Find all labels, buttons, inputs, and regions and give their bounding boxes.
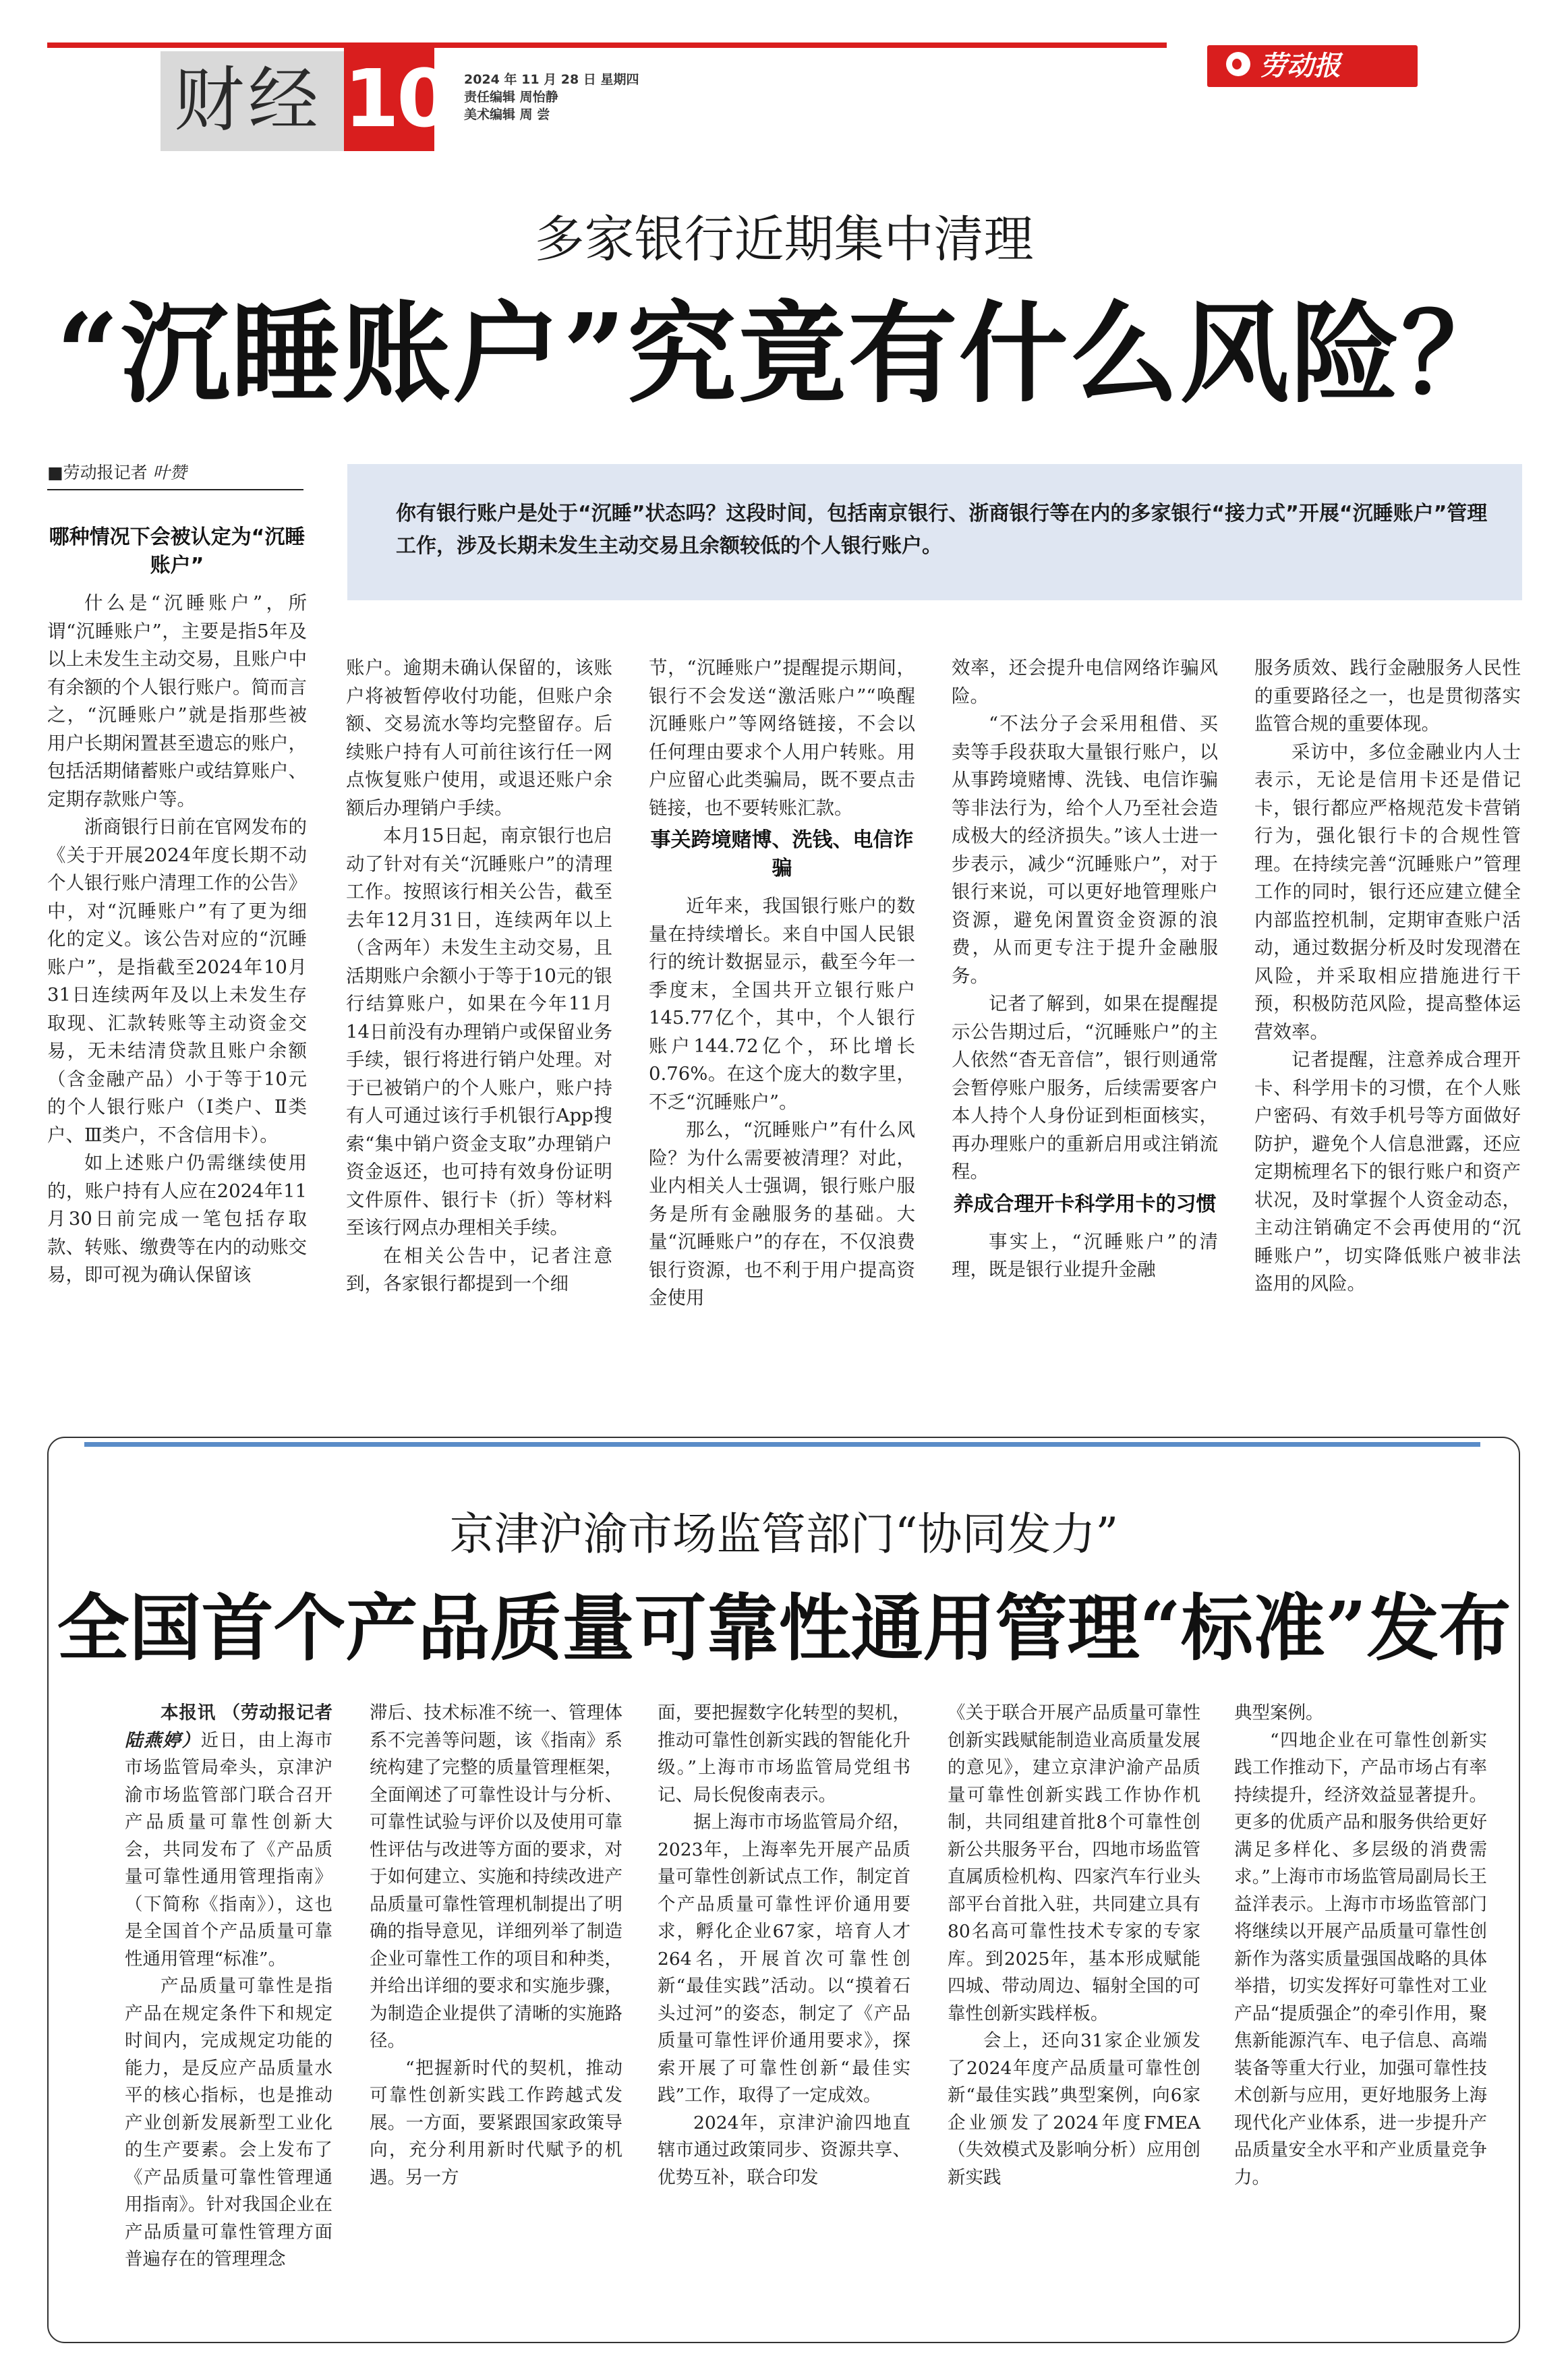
paragraph: 事实上，“沉睡账户”的清理，既是银行业提升金融 [952,1230,1218,1280]
paragraph: 采访中，多位金融业内人士表示，无论是信用卡还是借记卡，银行都应严格规范发卡营销行为，强化银行卡的合规性管理。在持续完善“沉睡账户”管理工作的同时，银行还应建立健全内部监控机制，定期审查账户活动，通过数据分析及时发现潜在风险，并采取相应措施进行干预，积极防范风险，提高整体运营效率。 [1254,741,1521,1043]
paragraph: 节，“沉睡账户”提醒提示期间，银行不会发送“激活账户”“唤醒沉睡账户”等网络链接，不会以任何理由要求个人用户转账。用户应留心此类骗局，既不要点击链接，也不要转账汇款。 [649,657,915,819]
section-name: 财经 [174,59,323,141]
article1-byline [47,461,303,490]
article1-headline: “沉睡账户”究竟有什么风险？ [56,290,1512,418]
issue-date: 2024 年 11 月 28 日 星期四 [464,72,639,87]
article2-top-rule [84,1442,1480,1447]
paragraph: 在相关公告中，记者注意到，各家银行都提到一个细 [346,1244,612,1294]
paragraph: 近年来，我国银行账户的数量在持续增长。来自中国人民银行的统计数据显示，截至今年一季度末，全国共开立银行账户145.77亿个，其中，个人银行账户144.72亿个，环比增长0.76%。在这个庞大的数字里，不乏“沉睡账户”。 [649,895,915,1113]
article2-column-4 [948,1700,1200,2191]
byline-name: 叶赞 [152,463,187,482]
paragraph: 效率，还会提升电信网络诈骗风险。 [952,657,1218,707]
article1-column-4 [952,654,1218,1284]
paragraph: “四地企业在可靠性创新实践工作推动下，产品市场占有率持续提升，经济效益显著提升。更多的优质产品和服务供给更好满足多样化、多层级的消费需求。”上海市市场监管局副局长王益洋表示。上海市市场监管部门将继续以开展产品质量可靠性创新作为落实质量强国战略的具体举措，切实发挥好可靠性对工业产品“提质强企”的牵引作用，聚焦新能源汽车、电子信息、高端装备等重大行业，加强可靠性技术创新与应用，更好地服务上海现代化产业体系，进一步提升产品质量安全水平和产业质量竞争力。 [1234,1729,1487,2188]
paragraph: 滞后、技术标准不统一、管理体系不完善等问题，该《指南》系统构建了完整的质量管理框架，全面阐述了可靠性设计与分析、可靠性试验与评价以及使用可靠性评估与改进等方面的要求，对于如何建立、实施和持续改进产品质量可靠性管理机制提出了明确的指导意见，详细列举了制造企业可靠性工作的项目和种类，并给出详细的要求和实施步骤，为制造企业提供了清晰的实施路径。 [370,1702,622,2051]
article1-column-1 [47,519,307,1290]
subhead-2: 事关跨境赌博、洗钱、电信诈骗 [650,828,914,880]
paragraph: 什么是“沉睡账户”，所谓“沉睡账户”，主要是指5年及以上未发生主动交易，且账户中有余额的个人银行账户。简而言之，“沉睡账户”就是指那些被用户长期闲置甚至遗忘的账户，包括活期储蓄账户或结算账户、定期存款账户等。 [47,592,307,810]
paragraph: 《关于联合开展产品质量可靠性创新实践赋能制造业高质量发展的意见》，建立京津沪渝产品质量可靠性创新实践工作协作机制，共同组建首批8个可靠性创新公共服务平台，四地市场监管直属质检机构、四家汽车行业头部平台首批入驻，共同建立具有80名高可靠性技术专家的专家库。到2025年，基本形成赋能四城、带动周边、辐射全国的可靠性创新实践样板。 [948,1702,1200,2024]
paragraph: 记者了解到，如果在提醒提示公告期过后，“沉睡账户”的主人依然“杳无音信”，银行则通常会暂停账户服务，后续需要客户本人持个人身份证到柜面核实，再办理账户的重新启用或注销流程。 [952,993,1218,1182]
paragraph: 服务质效、践行金融服务人民性的重要路径之一，也是贯彻落实监管合规的重要体现。 [1254,657,1521,735]
paragraph: 面，要把握数字化转型的契机，推动可靠性创新实践的智能化升级。”上海市市场监管局党组书记、局长倪俊南表示。 [658,1702,910,1806]
paragraph: 据上海市市场监管局介绍，2023年，上海率先开展产品质量可靠性创新试点工作，制定首个产品质量可靠性评价通用要求，孵化企业67家，培育人才264名，开展首次可靠性创新“最佳实践”活动。以“摸着石头过河”的姿态，制定了《产品质量可靠性评价通用要求》，探索开展了可靠性创新“最佳实践”工作，取得了一定成效。 [658,1812,910,2106]
paragraph: 那么，“沉睡账户”有什么风险？为什么需要被清理？对此，业内相关人士强调，银行账户服务是所有金融服务的基础。大量“沉睡账户”的存在，不仅浪费银行资源，也不利于用户提高资金使用 [649,1119,915,1309]
subhead-1: 哪种情况下会被认定为“沉睡账户” [49,525,306,577]
byline-label: ■劳动报记者 [47,463,148,482]
paragraph [125,1700,332,1973]
article2-column-1 [125,1700,332,2274]
lead-label: 本报讯 [161,1702,216,1723]
paragraph: 账户。逾期未确认保留的，该账户将被暂停收付功能，但账户余额、交易流水等均完整留存。后续账户持有人可前往该行任一网点恢复账户使用，或退还账户余额后办理销户手续。 [346,657,612,819]
lead-reporter-name: 陆燕婷） [125,1729,201,1751]
paragraph: 如上述账户仍需继续使用的，账户持有人应在2024年11月30日前完成一笔包括存取款、转账、缴费等在内的动账交易，即可视为确认保留该 [47,1152,307,1286]
article2-headline: 全国首个产品质量可靠性通用管理“标准”发布 [57,1586,1511,1671]
article1-column-3 [649,654,915,1313]
paragraph: 浙商银行日前在官网发布的《关于开展2024年度长期不动个人银行账户清理工作的公告》中，对“沉睡账户”有了更为细化的定义。该公告对应的“沉睡账户”，是指截至2024年10月31日连续两年及以上未发生存取现、汇款转账等主动资金交易，无未结清贷款且账户余额（含金融产品）小于等于10元的个人银行账户（Ⅰ类户、Ⅱ类户、Ⅲ类户，不含信用卡）。 [47,816,307,1146]
article2-column-3 [658,1700,910,2191]
paragraph: 本月15日起，南京银行也启动了针对有关“沉睡账户”的清理工作。按照该行相关公告，截至去年12月31日，连续两年以上（含两年）未发生主动交易，且活期账户余额小于等于10元的银行结算账户，如果在今年11月14日前没有办理销户或保留业务手续，银行将进行销户处理。对于已被销户的个人账户，账户持有人可通过该行手机银行App搜索“集中销户资金支取”办理销户资金返还，也可持有效身份证明文件原件、银行卡（折）等材料至该行网点办理相关手续。 [346,825,612,1238]
paragraph: “不法分子会采用租借、买卖等手段获取大量银行账户，以从事跨境赌博、洗钱、电信诈骗等非法行为，给个人乃至社会造成极大的经济损失。”该人士进一步表示，减少“沉睡账户”，对于银行来说，可以更好地管理账户资源，避免闲置资金资源的浪费，从而更专注于提升金融服务。 [952,713,1218,987]
paragraph: 典型案例。 [1234,1702,1324,1723]
article2-column-5 [1234,1700,1487,2191]
masthead-rule [47,42,1167,48]
paragraph: 记者提醒，注意养成合理开卡、科学用卡的习惯，在个人账户密码、有效手机号等方面做好防护，避免个人信息泄露，还应定期梳理名下的银行账户和资产状况，及时掌握个人资金动态，主动注销确定不会再使用的“沉睡账户”，切实降低账户被非法盗用的风险。 [1254,1049,1521,1294]
paragraph: 会上，还向31家企业颁发了2024年度产品质量可靠性创新“最佳实践”典型案例，向6家企业颁发了2024年度FMEA（失效模式及影响分析）应用创新实践 [948,2030,1200,2188]
page-number: 10 [344,46,434,151]
article2-kicker: 京津沪渝市场监管部门“协同发力” [449,1508,1119,1560]
lead-reporter: （劳动报记者 [222,1702,332,1723]
art-editor: 美术编辑 周 尝 [464,107,550,122]
logo-mark-icon [1226,52,1250,76]
article1-column-2 [346,654,612,1298]
article1-kicker: 多家银行近期集中清理 [534,210,1034,268]
paragraph: 2024年，京津沪渝四地直辖市通过政策同步、资源共享、优势互补，联合印发 [658,2112,910,2188]
article1-lead: 你有银行账户是处于“沉睡”状态吗？这段时间，包括南京银行、浙商银行等在内的多家银行“接力式”开展“沉睡账户”管理工作，涉及长期未发生主动交易且余额较低的个人银行账户。 [347,464,1522,600]
newspaper-logo-text: 劳动报 [1260,50,1341,82]
article1-column-5 [1254,654,1521,1298]
lead-text: 近日，由上海市市场监管局牵头，京津沪渝市场监管部门联合召开产品质量可靠性创新大会，共同发布了《产品质量可靠性通用管理指南》（下简称《指南》），这也是全国首个产品质量可靠性通用管理“标准”。 [125,1729,333,1970]
subhead-3: 养成合理开卡科学用卡的习惯 [953,1192,1217,1216]
responsible-editor: 责任编辑 周怡静 [464,90,558,105]
paragraph: 产品质量可靠性是指产品在规定条件下和规定时间内，完成规定功能的能力，是反应产品质量水平的核心指标，也是推动产业创新发展新型工业化的生产要素。会上发布了《产品质量可靠性管理通用指南》。针对我国企业在产品质量可靠性管理方面普遍存在的管理理念 [125,1976,332,2270]
article2-column-2 [370,1700,622,2191]
paragraph: “把握新时代的契机，推动可靠性创新实践工作跨越式发展。一方面，要紧跟国家政策导向，充分利用新时代赋予的机遇。另一方 [370,2057,622,2188]
